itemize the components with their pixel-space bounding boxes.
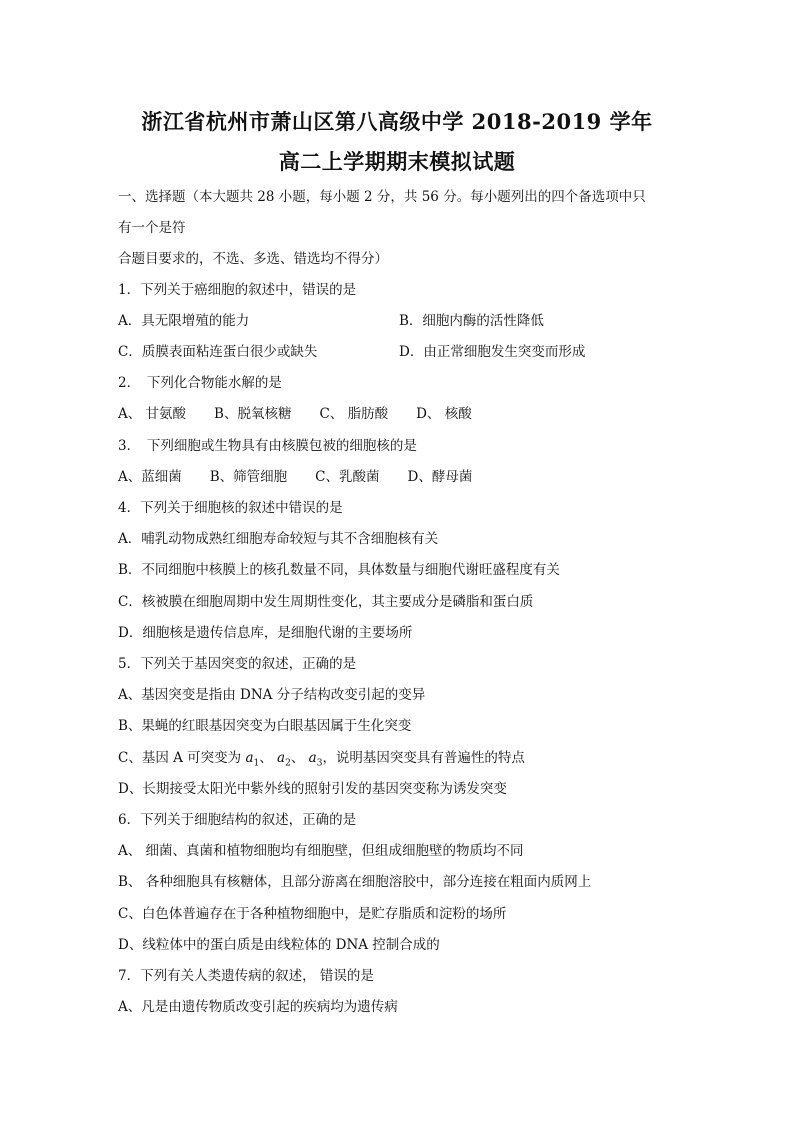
question-5-option-d: D、长期接受太阳光中紫外线的照射引发的基因突变称为诱发突变 bbox=[118, 781, 507, 797]
question-3-option-b: B、筛管细胞 bbox=[209, 469, 288, 485]
question-6-option-a: A、 细菌、真菌和植物细胞均有细胞壁，但组成细胞壁的物质均不同 bbox=[118, 843, 524, 859]
question-3-options bbox=[118, 468, 472, 486]
question-2-option-d: D、 核酸 bbox=[416, 406, 472, 422]
question-5-option-c: C、基因 A 可突变为 $a_1$、 $a_2$、 $a_3$，说明基因突变具有普遍性的特点 bbox=[118, 750, 525, 769]
question-7-stem: 7．下列有关人类遗传病的叙述， 错误的是 bbox=[118, 968, 374, 984]
question-2-option-b: B、脱氧核糖 bbox=[214, 406, 292, 422]
question-4-option-d: D．细胞核是遗传信息库，是细胞代谢的主要场所 bbox=[118, 625, 413, 641]
question-6-stem: 6．下列关于细胞结构的叙述，正确的是 bbox=[118, 812, 357, 828]
question-6-option-b: B、 各种细胞具有核糖体，且部分游离在细胞溶胶中，部分连接在粗面内质网上 bbox=[118, 874, 592, 890]
question-1-option-c: C．质膜表面粘连蛋白很少或缺失 bbox=[118, 344, 318, 360]
question-4-option-b: B．不同细胞中核膜上的核孔数量不同，具体数量与细胞代谢旺盛程度有关 bbox=[118, 562, 560, 578]
question-2-stem: 2． 下列化合物能水解的是 bbox=[118, 375, 282, 391]
question-1-option-b: B．细胞内酶的活性降低 bbox=[399, 313, 544, 329]
section-instructions-line2: 有一个是符 bbox=[118, 220, 186, 236]
section-instructions-line3: 合题目要求的，不选、多选、错选均不得分） bbox=[118, 251, 388, 267]
question-5-option-a: A、基因突变是指由 DNA 分子结构改变引起的变异 bbox=[118, 687, 426, 703]
exam-title-line1: 浙江省杭州市萧山区第八高级中学 2018-2019 学年 bbox=[141, 109, 653, 134]
question-1-option-a: A．具无限增殖的能力 bbox=[118, 313, 250, 329]
question-7-option-a: A、凡是由遗传物质改变引起的疾病均为遗传病 bbox=[118, 999, 398, 1015]
question-3-option-c: C、乳酸菌 bbox=[315, 469, 380, 485]
question-4-option-a: A．哺乳动物成熟红细胞寿命较短与其不含细胞核有关 bbox=[118, 531, 439, 547]
question-3-option-d: D、酵母菌 bbox=[407, 469, 473, 485]
exam-title-line2: 高二上学期期末模拟试题 bbox=[278, 149, 516, 174]
question-1-option-d: D．由正常细胞发生突变而形成 bbox=[399, 344, 586, 360]
question-5-option-b: B、果蝇的红眼基因突变为白眼基因属于生化突变 bbox=[118, 718, 412, 734]
question-6-option-c: C、白色体普遍存在于各种植物细胞中，是贮存脂质和淀粉的场所 bbox=[118, 906, 507, 922]
question-3-stem: 3． 下列细胞或生物具有由核膜包被的细胞核的是 bbox=[118, 438, 417, 454]
question-5-stem: 5．下列关于基因突变的叙述，正确的是 bbox=[118, 656, 357, 672]
question-2-option-a: A、 甘氨酸 bbox=[118, 406, 187, 422]
section-instructions-line1: 一、选择题（本大题共 28 小题，每小题 2 分，共 56 分。每小题列出的四个备选项中只 bbox=[118, 189, 646, 205]
question-4-option-c: C．核被膜在细胞周期中发生周期性变化，其主要成分是磷脂和蛋白质 bbox=[118, 594, 534, 610]
question-1-stem: 1．下列关于癌细胞的叙述中，错误的是 bbox=[118, 282, 357, 298]
question-2-option-c: C、 脂肪酸 bbox=[319, 406, 389, 422]
question-2-options bbox=[118, 405, 472, 423]
question-4-stem: 4．下列关于细胞核的叙述中错误的是 bbox=[118, 500, 343, 516]
question-3-option-a: A、蓝细菌 bbox=[118, 469, 182, 485]
question-6-option-d: D、线粒体中的蛋白质是由线粒体的 DNA 控制合成的 bbox=[118, 937, 440, 953]
